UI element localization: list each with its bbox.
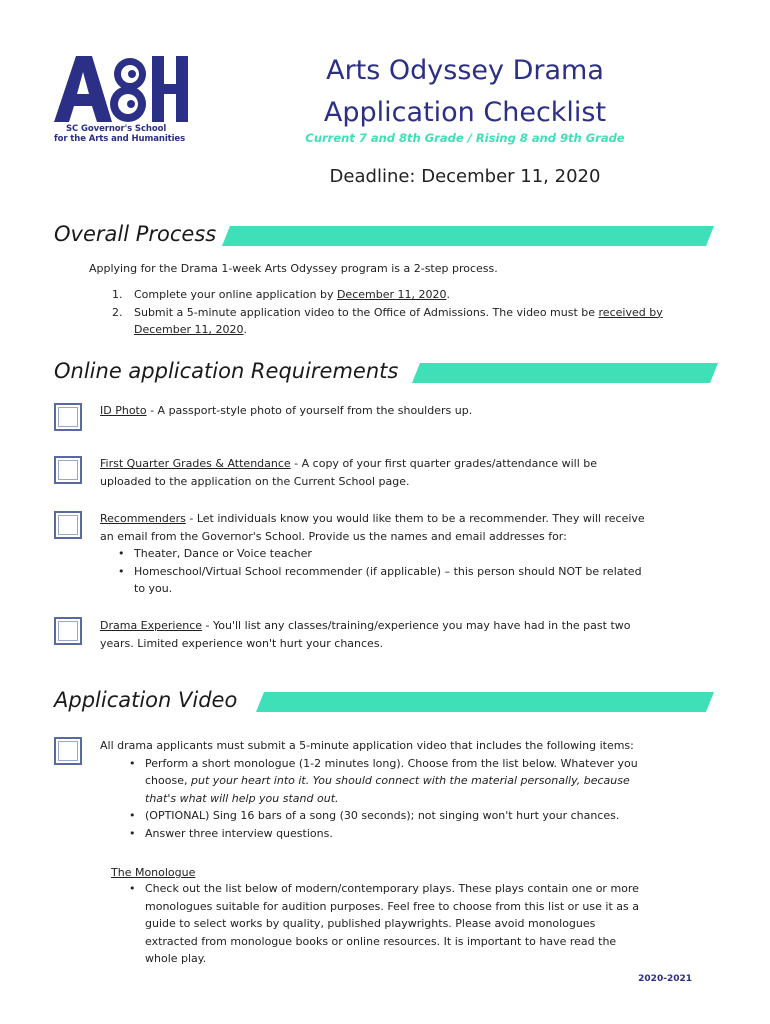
step-1-number: 1. [112,288,123,301]
application-video-bar [256,692,714,712]
monologue-requirement: Perform a short monologue (1-2 minutes long). Choose from the list below. Whatever you [145,756,638,770]
drama-experience-text-2: years. Limited experience won't hurt your chances. [100,636,384,650]
overall-steps [112,286,694,339]
drama-experience-item [100,617,700,652]
deadline-text: Deadline: December 11, 2020 [329,166,601,187]
monologue-list [129,880,705,968]
grades-attendance-checkbox[interactable] [54,456,82,484]
step-1-date: December 11, 2020 [336,288,447,301]
step-2-number: 2. [112,305,123,319]
page-title [300,50,630,134]
bullet-icon: • [129,882,136,895]
overall-process-bar [222,226,714,246]
list-item [129,755,720,808]
step-1 [112,286,694,304]
grade-subtitle: Current 7 and 8th Grade / Rising 8 and 9th Grade [305,131,625,145]
list-item [118,563,700,598]
recommenders-item [100,510,700,598]
id-photo-checkbox[interactable] [54,403,82,431]
recommenders-text-2: an email from the Governor's School. Provide us the names and email addresses for: [100,529,567,543]
bullet-icon: • [129,826,136,840]
step-2 [112,304,694,339]
recommender-type-2: Homeschool/Virtual School recommender (if applicable) – this person should NOT be related [134,564,642,578]
application-video-heading: Application Video [54,688,238,712]
monologue-requirement-3: that's what will help you stand out. [145,791,339,805]
online-requirements-heading: Online application Requirements [54,359,399,383]
step-2-date: December 11, 2020 [134,323,244,336]
monologue-requirement-2a: choose, [145,774,191,787]
title-line-2: Application Checklist [323,97,607,128]
id-photo-item [100,402,700,420]
recommender-type-2-cont: to you. [134,582,173,595]
online-requirements-bar [412,363,718,383]
drama-experience-text: - You'll list any classes/training/experience you may have had in the past two [202,619,631,632]
recommenders-list [118,545,700,598]
list-item [129,825,720,843]
drama-experience-title: Drama Experience [100,619,203,632]
list-item [118,545,700,563]
overall-intro: Applying for the Drama 1-week Arts Odyssey program is a 2-step process. [89,262,498,275]
bullet-icon: • [118,547,125,560]
recommender-type-1: Theater, Dance or Voice teacher [134,547,312,560]
video-requirements-list [129,755,720,843]
drama-experience-checkbox[interactable] [54,617,82,645]
recommenders-title: Recommenders [100,512,186,525]
bullet-icon: • [129,809,136,822]
recommenders-checkbox[interactable] [54,511,82,539]
bullet-icon: • [129,756,136,770]
logo-org-name [54,124,194,144]
id-photo-text: - A passport-style photo of yourself from the shoulders up. [146,404,473,417]
monologue-guidance [129,880,705,968]
grades-attendance-title: First Quarter Grades & Attendance [100,457,291,470]
video-item [100,737,720,842]
bullet-icon: • [118,564,125,578]
video-intro: All drama applicants must submit a 5-minute application video that includes the following items: [100,739,634,752]
step-2-end: . [243,323,248,336]
step-1-end: . [446,288,450,301]
list-item [129,880,705,968]
overall-process-heading: Overall Process [54,222,217,246]
monologue-line-5: whole play. [145,952,207,965]
grades-attendance-item [100,455,700,490]
id-photo-title: ID Photo [100,404,147,417]
footer-year: 2020-2021 [638,974,692,984]
monologue-line-4: extracted from monologue books or online resources. It is important to have read the [145,934,617,948]
monologue-line-1: Check out the list below of modern/contemporary plays. These plays contain one or more [145,882,639,895]
grades-attendance-text: - A copy of your first quarter grades/attendance will be [290,457,598,470]
recommenders-text: - Let individuals know you would like them to be a recommender. They will receive [185,512,645,525]
step-1-text: Complete your online application by [134,288,337,301]
monologue-heading: The Monologue [111,866,196,879]
song-requirement: (OPTIONAL) Sing 16 bars of a song (30 seconds); not singing won't hurt your chances. [145,809,620,822]
step-2-text: Submit a 5-minute application video to the Office of Admissions. The video must be [134,305,599,319]
monologue-line-3: guide to select works by quality, published playwrights. Please avoid monologues [145,917,596,930]
logo-org-line2: for the Arts and Humanities [54,134,186,144]
monologue-line-2: monologues suitable for audition purposes. Feel free to choose from this list or use it as a [145,899,639,913]
monologue-requirement-2b: put your heart into it. You should connect with the material personally, because [190,774,630,787]
list-item [129,807,720,825]
logo-org-line1: SC Governor's School [66,124,167,134]
grades-attendance-text-2: uploaded to the application on the Current School page. [100,474,410,488]
step-2-received-by: received by [598,305,663,319]
title-line-1: Arts Odyssey Drama [326,55,604,86]
ah-logo-mark [52,52,192,124]
video-checkbox[interactable] [54,737,82,765]
interview-requirement: Answer three interview questions. [145,826,333,840]
